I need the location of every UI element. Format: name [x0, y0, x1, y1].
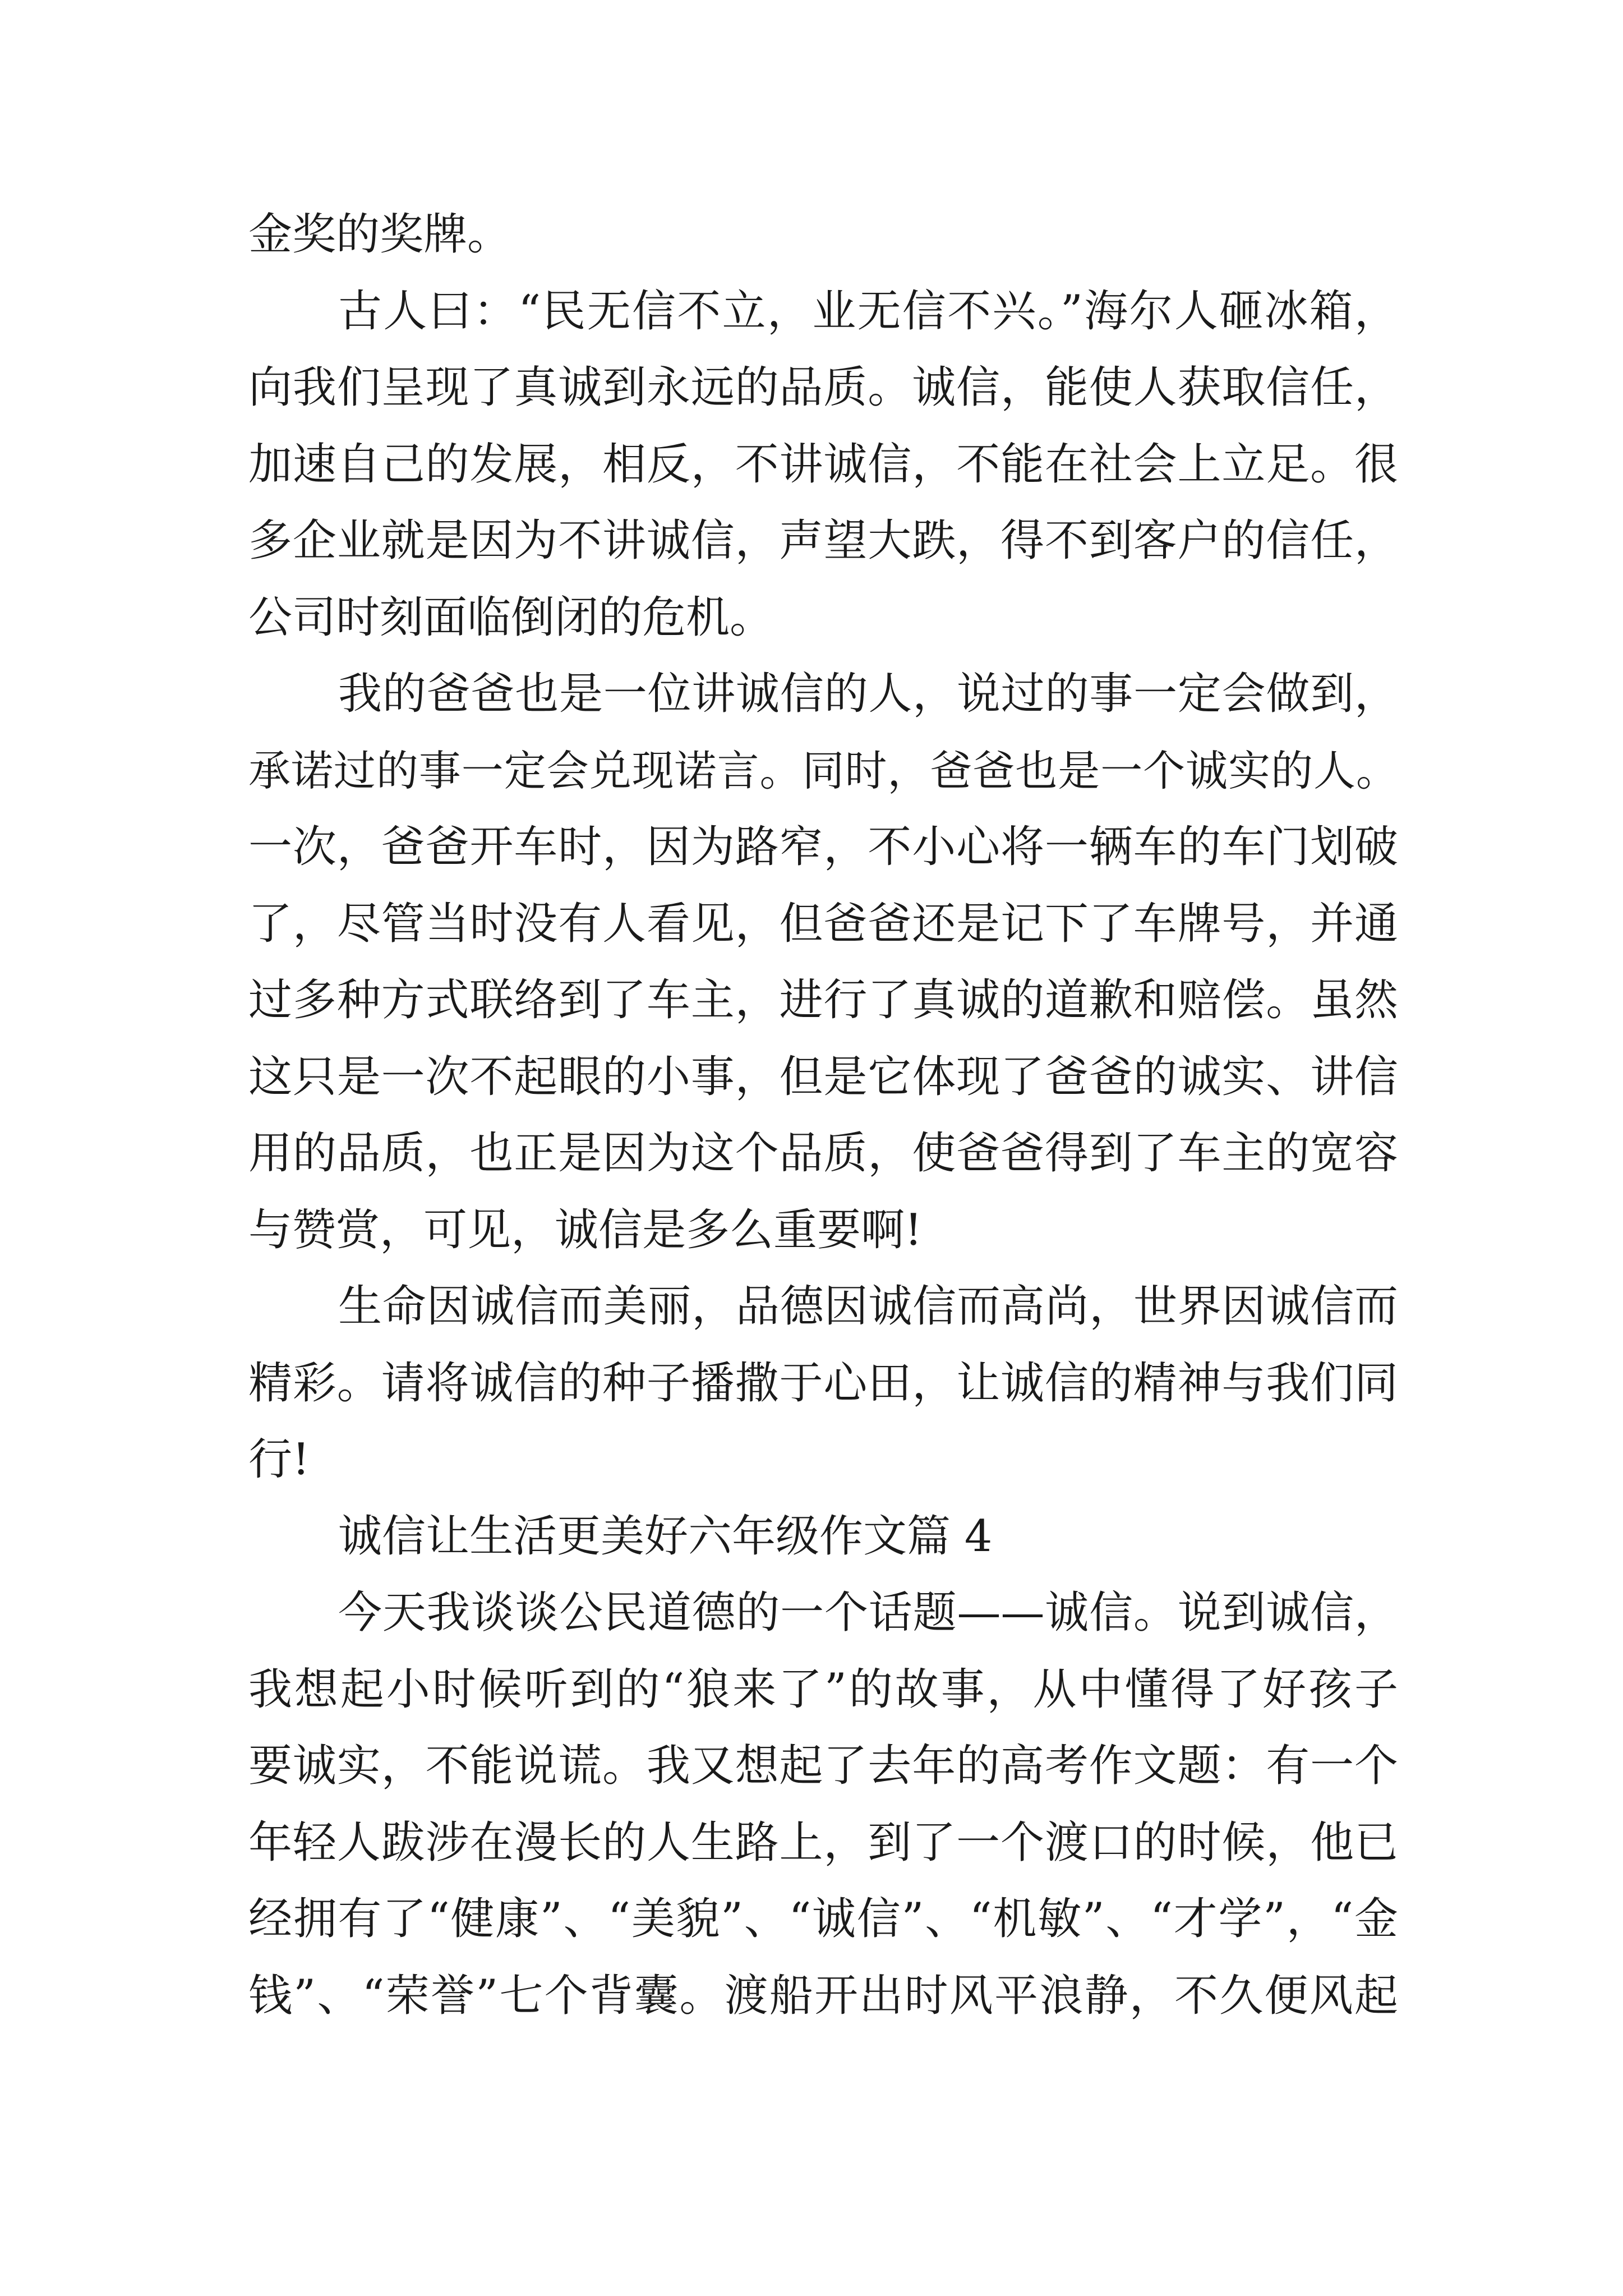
text-line: 向我们呈现了真诚到永远的品质。诚信，能使人获取信任， [248, 362, 1398, 413]
text-line: 要诚实，不能说谎。我又想起了去年的高考作文题：有一个 [248, 1741, 1398, 1791]
text-line: 诚信让生活更美好六年级作文篇 4 [338, 1511, 993, 1562]
text-line: 过多种方式联络到了车主，进行了真诚的道歉和赔偿。虽然 [248, 975, 1398, 1025]
text-line: 公司时刻面临倒闭的危机。 [248, 592, 774, 643]
text-line: 一次，爸爸开车时，因为路窄，不小心将一辆车的车门划破 [248, 822, 1398, 872]
text-line: 多企业就是因为不讲诚信，声望大跌，得不到客户的信任， [248, 516, 1398, 566]
text-line: 承诺过的事一定会兑现诺言。同时，爸爸也是一个诚实的人。 [248, 746, 1398, 795]
text-line: 古人曰：“民无信不立，业无信不兴。”海尔人砸冰箱， [338, 286, 1398, 337]
text-line: 经拥有了“健康”、“美貌”、“诚信”、“机敏”、“才学”，“金 [248, 1894, 1398, 1944]
text-line: 行! [248, 1434, 310, 1485]
text-line: 我想起小时候听到的“狼来了”的故事，从中懂得了好孩子 [248, 1664, 1398, 1715]
text-line: 与赞赏，可见，诚信是多么重要啊! [248, 1204, 923, 1255]
text-line: 金奖的奖牌。 [248, 209, 511, 260]
text-line: 精彩。请将诚信的种子播撒于心田，让诚信的精神与我们同 [248, 1358, 1398, 1409]
text-line: 我的爸爸也是一位讲诚信的人，说过的事一定会做到， [338, 669, 1398, 719]
text-line: 用的品质，也正是因为这个品质，使爸爸得到了车主的宽容 [248, 1128, 1398, 1179]
body-text [248, 196, 1398, 2034]
text-line: 今天我谈谈公民道德的一个话题——诚信。说到诚信， [338, 1588, 1398, 1638]
text-line: 加速自己的发展，相反，不讲诚信，不能在社会上立足。很 [248, 439, 1398, 490]
text-line: 这只是一次不起眼的小事，但是它体现了爸爸的诚实、讲信 [248, 1051, 1398, 1102]
text-line: 了，尽管当时没有人看见，但爸爸还是记下了车牌号，并通 [248, 898, 1398, 949]
text-line: 生命因诚信而美丽，品德因诚信而高尚，世界因诚信而 [338, 1281, 1398, 1332]
text-line: 年轻人跋涉在漫长的人生路上，到了一个渡口的时候，他已 [248, 1817, 1398, 1868]
text-line: 钱”、“荣誉”七个背囊。渡船开出时风平浪静，不久便风起 [248, 1970, 1398, 2021]
